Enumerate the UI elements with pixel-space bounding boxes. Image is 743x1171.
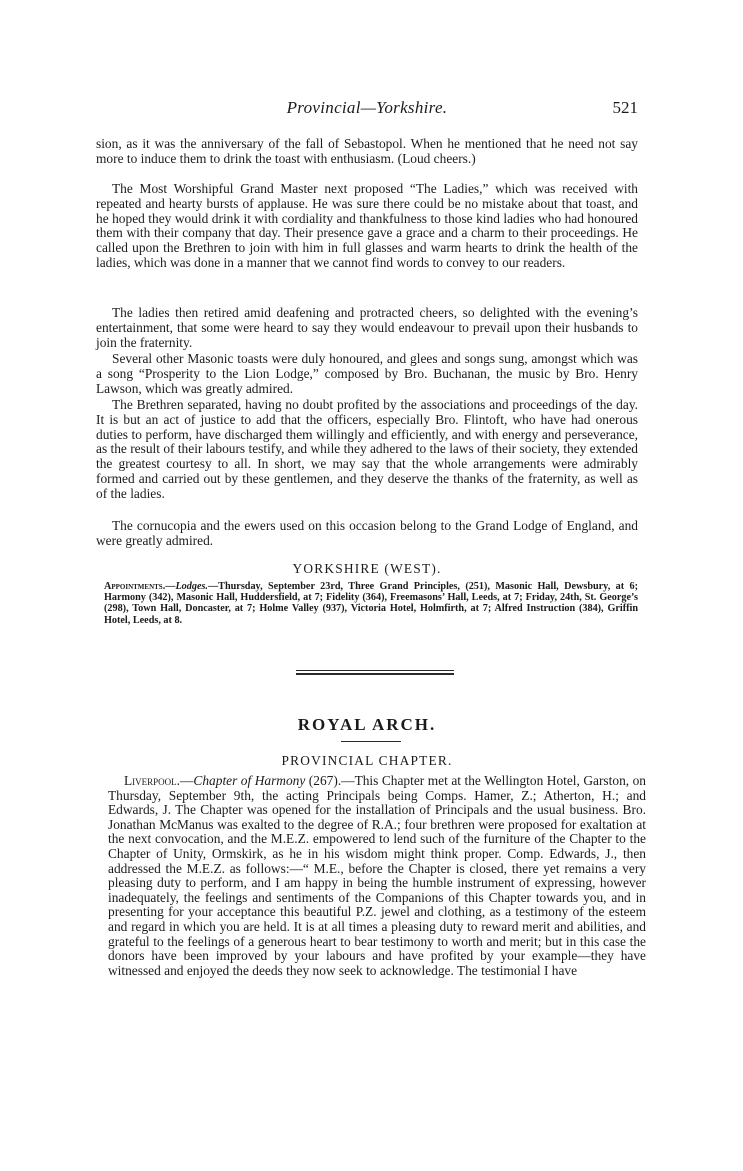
yorkshire-west-appointments: Appointments.—Lodges.—Thursday, September 23rd, Three Grand Principles, (251), Masonic Hall, Dewsbury, at 6; Harmony (342), Masonic Hall, Huddersfield, at 7; Fidelity (364), Freemasons’ Hall, Leeds, at 7; Friday, 24th, St. George’s (298), Town Hall, Doncaster, at 7; Holme Valley (937), Victoria Hotel, Holmfirth, at 7; Alfred Instruction (384), Griffin Hotel, Leeds, at 8.: [104, 581, 638, 626]
paragraph-cornucopia: The cornucopia and the ewers used on this occasion belong to the Grand Lodge of England, and were greatly admired.: [96, 518, 638, 548]
paragraph-chapter-of-harmony: Liverpool.—Chapter of Harmony (267).—This Chapter met at the Wellington Hotel, Garston, on Thursday, September 9th, the acting Principals being Comps. Hamer, Z.; Atherton, H.; and Edwards, J. The Chapter was opened for the installation of Principals and the usual business. Bro. Jonathan McManus was exalted to the degree of R.A.; four brethren were proposed for exaltation at the next convocation, and the M.E.Z. empowered to lend such of the furniture of the Chapter to the Chapter of Unity, Ormskirk, as he in his wisdom might think proper. Comp. Edwards, J., then addressed the M.E.Z. as follows:—“ M.E., before the Chapter is closed, there yet remains a very pleasing duty to perform, and I am happy in being the humble instrument of expressing, however inadequately, the feelings and sentiments of the Companions of this Chapter towards you, and in presenting for your acceptance this beautiful P.Z. jewel and clothing, as a testimony of the esteem and regard in which you are held. It is at all times a pleasing duty to reward merit and abilities, and grateful to the feelings of a generous heart to bear testimony to worth and merit; but in this case the donors have been improved by your labours and have profited by your example—they have witnessed and enjoyed the deeds they now seek to acknowledge. The testimonial I have: [108, 773, 646, 978]
paragraph-the-ladies-toast: The Most Worshipful Grand Master next proposed “The Ladies,” which was received with repeated and hearty bursts of applause. He was sure there could be no mistake about that toast, and he hoped they would drink it with cordiality and thankfulness to those kind ladies who had honoured them with their company that day. Their presence gave a grace and a charm to their proceedings. He called upon the Brethren to join with him in full glasses and warm hearts to drink the health of the ladies, which was done in a manner that we cannot find words to convey to our readers.: [96, 181, 638, 270]
chapter-number: (267).: [305, 773, 342, 788]
appointments-text: —Thursday, September 23rd, Three Grand Principles, (251), Masonic Hall, Dewsbury, at 6; Harmony (342), Masonic Hall, Huddersfield, at 7; Fidelity (364), Freemasons’ Hall, Leeds, at 7; Friday, 24th, St. George’s (298), Town Hall, Doncaster, at 7; Holme Valley (937), Victoria Hotel, Holmfirth, at 7; Alfred Instruction (384), Griffin Hotel, Leeds, at 8.: [104, 581, 638, 626]
chapter-report-text: —This Chapter met at the Wellington Hotel, Garston, on Thursday, September 9th, the acting Principals being Comps. Hamer, Z.; Atherton, H.; and Edwards, J. The Chapter was opened for the installation of Principals and the usual business. Bro. Jonathan McManus was exalted to the degree of R.A.; four brethren were proposed for exaltation at the next convocation, and the M.E.Z. empowered to lend such of the furniture of the Chapter to the Chapter of Unity, Ormskirk, as he in his wisdom might think proper. Comp. Edwards, J., then addressed the M.E.Z. as follows:—“ M.E., before the Chapter is closed, there yet remains a very pleasing duty to perform, and I am happy in being the humble instrument of expressing, however inadequately, the feelings and sentiments of the Companions of this Chapter towards you, and in presenting for your acceptance this beautiful P.Z. jewel and clothing, as a testimony of the esteem and regard in which you are held. It is at all times a pleasing duty to reward merit and abilities, and grateful to the feelings of a generous heart to bear testimony to worth and merit; but in this case the donors have been improved by your labours and have profited by your example—they have witnessed and enjoyed the deeds they now seek to acknowledge. The testimonial I have: [108, 773, 646, 978]
royal-arch-heading: ROYAL ARCH.: [297, 715, 437, 734]
running-title: Provincial—Yorkshire.: [286, 98, 448, 117]
provincial-chapter-heading: PROVINCIAL CHAPTER.: [281, 753, 453, 768]
page-number: 521: [612, 98, 638, 117]
paragraph-masonic-toasts: Several other Masonic toasts were duly honoured, and glees and songs sung, amongst which was a song “Prosperity to the Lion Lodge,” composed by Bro. Buchanan, the music by Bro. Henry Lawson, which was greatly admired.: [96, 351, 638, 396]
paragraph-sebastopol: sion, as it was the anniversary of the fall of Sebastopol. When he mentioned that he need not say more to induce them to drink the toast with enthusiasm. (Loud cheers.): [96, 136, 638, 166]
yorkshire-west-heading: YORKSHIRE (WEST).: [292, 561, 442, 576]
section-divider-rule-bottom: [296, 673, 454, 675]
place-label: Liverpool.: [124, 773, 181, 788]
royal-arch-underline: [341, 741, 401, 742]
paragraph-brethren-separated: The Brethren separated, having no doubt profited by the associations and proceedings of the day. It is but an act of justice to add that the officers, especially Bro. Flintoft, who have had onerous duties to perform, have discharged them willingly and efficiently, and with energy and perseverance, as the result of their labours testify, and while they adhered to the laws of their society, they extended the greatest courtesy to all. In short, we may say that the whole arrangements were admirably formed and carried out by these gentlemen, and they deserve the thanks of the fraternity, as well as of the ladies.: [96, 397, 638, 501]
paragraph-ladies-retired: The ladies then retired amid deafening and protracted cheers, so delighted with the evening’s entertainment, that some were heard to say they would endeavour to prevail upon their husbands to join the fraternity.: [96, 305, 638, 350]
section-divider-rule-top: [296, 670, 454, 671]
appointments-label: Appointments.: [104, 581, 166, 592]
page-header: [96, 98, 638, 126]
chapter-name: Chapter of Harmony: [193, 773, 306, 788]
lodges-label: Lodges.: [175, 581, 208, 592]
